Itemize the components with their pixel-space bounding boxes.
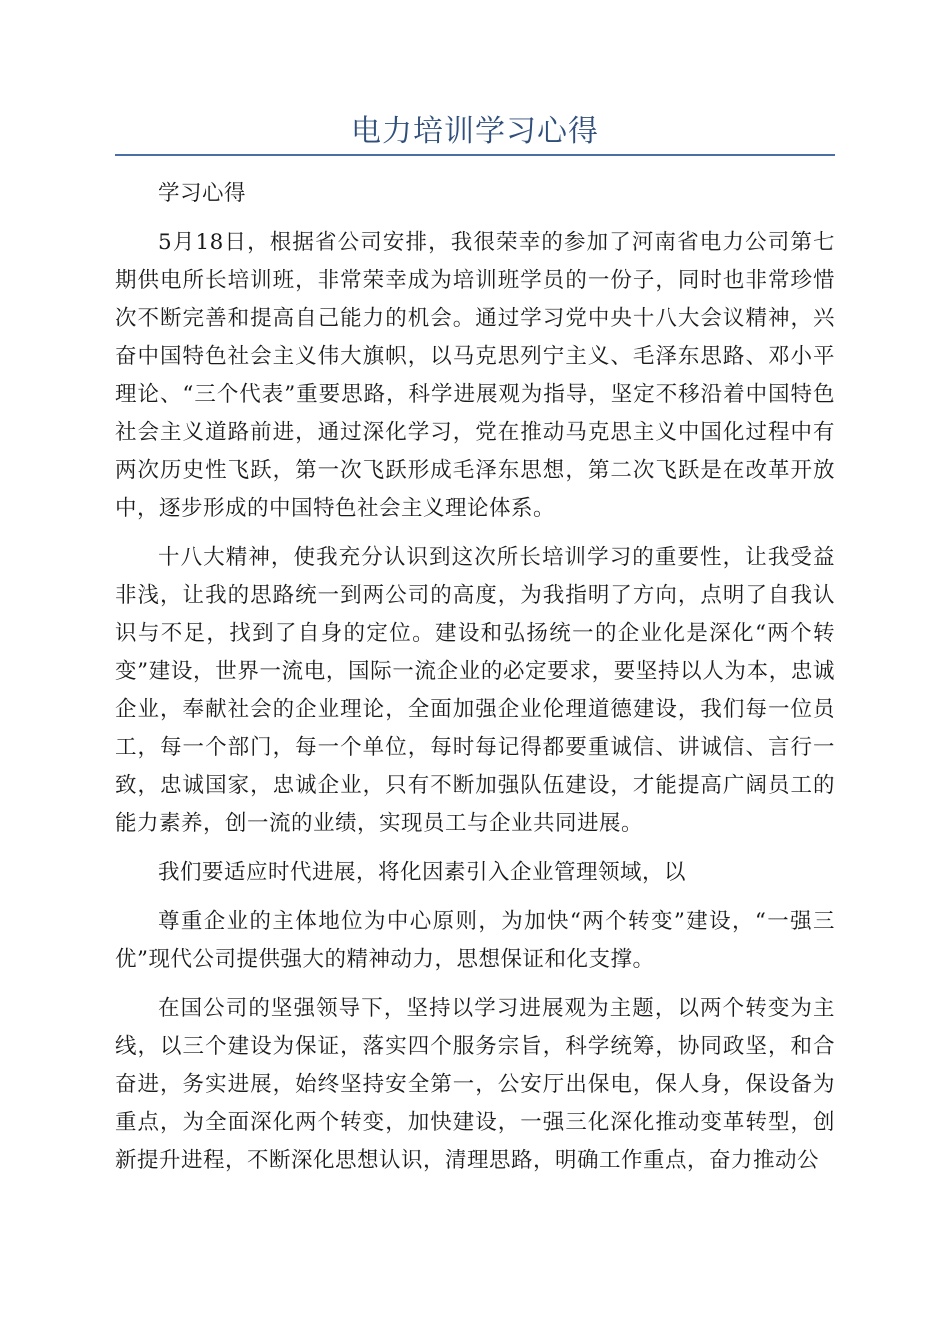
paragraph: 5月18日，根据省公司安排，我很荣幸的参加了河南省电力公司第七期供电所长培训班，非常荣幸成为培训班学员的一份子，同时也非常珍惜次不断完善和提高自己能力的机会。通过学习党中央十八大会议精神，兴奋中国特色社会主义伟大旗帜，以马克思列宁主义、毛泽东思路、邓小平理论、“三个代表”重要思路，科学进展观为指导，坚定不移沿着中国特色社会主义道路前进，通过深化学习，党在推动马克思主义中国化过程中有两次历史性飞跃，第一次飞跃形成毛泽东思想，第二次飞跃是在改革开放中，逐步形成的中国特色社会主义理论体系。 <box>115 230 835 521</box>
document-body <box>115 175 835 1191</box>
paragraph: 尊重企业的主体地位为中心原则，为加快“两个转变”建设，“一强三优”现代公司提供强大的精神动力，思想保证和化支撑。 <box>115 909 835 972</box>
paragraph: 我们要适应时代进展，将化因素引入企业管理领域，以 <box>158 860 687 885</box>
paragraph-heading: 学习心得 <box>158 181 247 206</box>
paragraph: 十八大精神，使我充分认识到这次所长培训学习的重要性，让我受益非浅，让我的思路统一到两公司的高度，为我指明了方向，点明了自我认识与不足，找到了自身的定位。建设和弘扬统一的企业化是深化“两个转变”建设，世界一流电，国际一流企业的必定要求，要坚持以人为本，忠诚企业，奉献社会的企业理论，全面加强企业伦理道德建设，我们每一位员工，每一个部门，每一个单位，每时每记得都要重诚信、讲诚信、言行一致，忠诚国家，忠诚企业，只有不断加强队伍建设，才能提高广阔员工的能力素养，创一流的业绩，实现员工与企业共同进展。 <box>115 545 835 836</box>
title-underline <box>115 154 835 156</box>
paragraph: 在国公司的坚强领导下，坚持以学习进展观为主题，以两个转变为主线，以三个建设为保证，落实四个服务宗旨，科学统筹，协同政坚，和合奋进，务实进展，始终坚持安全第一，公安厅出保电，保人身，保设备为重点，为全面深化两个转变，加快建设，一强三化深化推动变革转型，创新提升进程，不断深化思想认识，清理思路，明确工作重点，奋力推动公 <box>115 996 835 1173</box>
page-title: 电力培训学习心得 <box>351 114 599 149</box>
